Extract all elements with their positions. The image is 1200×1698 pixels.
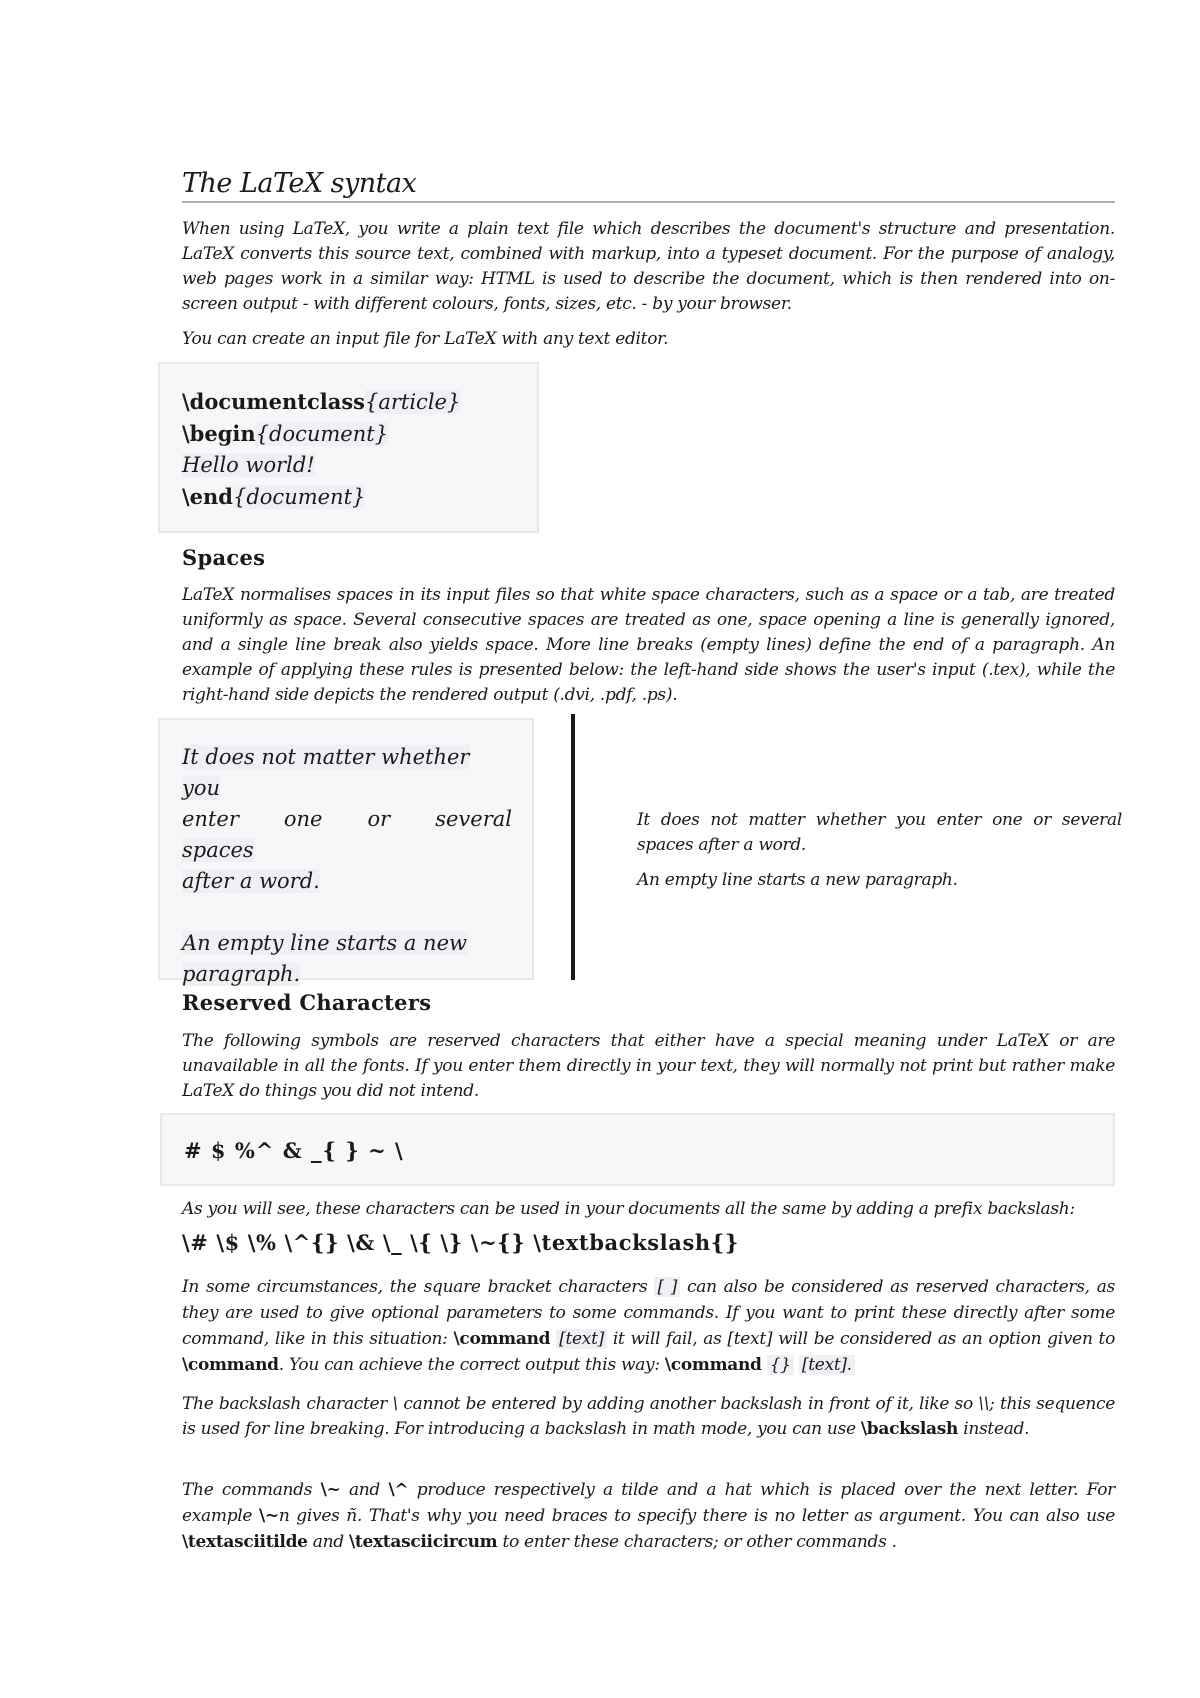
square-brackets-paragraph: In some circumstances, the square bracket characters [ ] can also be considered as reserved characters, as they are used to give optional parameters to some commands. If you want to print these directly after some command, like in this situation: \command [text] it will fail, as [text] will be considered as an option given to \command. You can achieve the correct output this way: \command {} [text]. (182, 1277, 1115, 1375)
backslash-paragraph: The backslash character \ cannot be entered by adding another backslash in front of it, like so \\; this sequence is used for line breaking. For introducing a backslash in math mode, you can use \backslash instead. (182, 1394, 1115, 1439)
reserved-symbols-codebox (160, 1113, 1115, 1186)
page-title: The LaTeX syntax (182, 168, 1115, 203)
section-heading-reserved: Reserved Characters (182, 990, 432, 1015)
input-line: paragraph. (182, 962, 301, 986)
code-line: \documentclass{article} (182, 389, 461, 414)
spaces-output-paragraph-2: An empty line starts a new paragraph. (637, 870, 958, 890)
intro-editor-paragraph: You can create an input file for LaTeX with any text editor. (182, 329, 669, 349)
escaped-symbols: \# \$ \% \^{} \& \_ \{ \} \~{} \textbackslash{} (182, 1230, 739, 1255)
code-line: Hello world! (182, 453, 315, 477)
intro-paragraph: When using LaTeX, you write a plain text file which describes the document's structure and presentation. LaTeX converts this source text, combined with markup, into a typeset document. For the purpose of analogy, web pages work in a similar way: HTML is used to describe the document, which is then rendered into on-screen output - with different colours, fonts, sizes, etc. - by your browser. (182, 219, 1115, 314)
code-line: \begin{document} (182, 421, 389, 446)
spaces-input-codebox (158, 718, 534, 986)
input-line: An empty line starts a new (182, 931, 467, 955)
input-line: It does not matter whether you (182, 745, 470, 800)
input-line: spaces (182, 838, 254, 862)
reserved-paragraph: The following symbols are reserved characters that either have a special meaning under LaTeX or are unavailable in all the fonts. If you enter them directly in your text, they will normally not print but rather make LaTeX do things you did not intend. (182, 1031, 1115, 1101)
tilde-hat-paragraph: The commands \~ and \^ produce respectively a tilde and a hat which is placed over the next letter. For example \~n gives ñ. That's why you need braces to specify there is no letter as argument. You can also use \textasciitilde and \textasciicircum to enter these characters; or other commands . (182, 1480, 1115, 1552)
latex-source-codebox (158, 362, 539, 533)
input-line: enter one or several (182, 807, 512, 831)
section-heading-spaces: Spaces (182, 545, 266, 570)
reserved-symbols: # $ %^ & _{ } ~ \ (184, 1138, 404, 1163)
backslash-prefix-paragraph: As you will see, these characters can be used in your documents all the same by adding a prefix backslash: (182, 1199, 1075, 1219)
input-line: after a word. (182, 869, 320, 893)
spaces-output-paragraph-1: It does not matter whether you enter one or several spaces after a word. (637, 810, 1122, 855)
code-line: \end{document} (182, 484, 366, 509)
spaces-paragraph: LaTeX normalises spaces in its input files so that white space characters, such as a space or a tab, are treated uniformly as space. Several consecutive spaces are treated as one, space opening a line is generally ignored, and a single line break also yields space. More line breaks (empty lines) define the end of a paragraph. An example of applying these rules is presented below: the left-hand side shows the user's input (.tex), while the right-hand side depicts the rendered output (.dvi, .pdf, .ps). (182, 585, 1115, 705)
column-divider (571, 714, 575, 980)
